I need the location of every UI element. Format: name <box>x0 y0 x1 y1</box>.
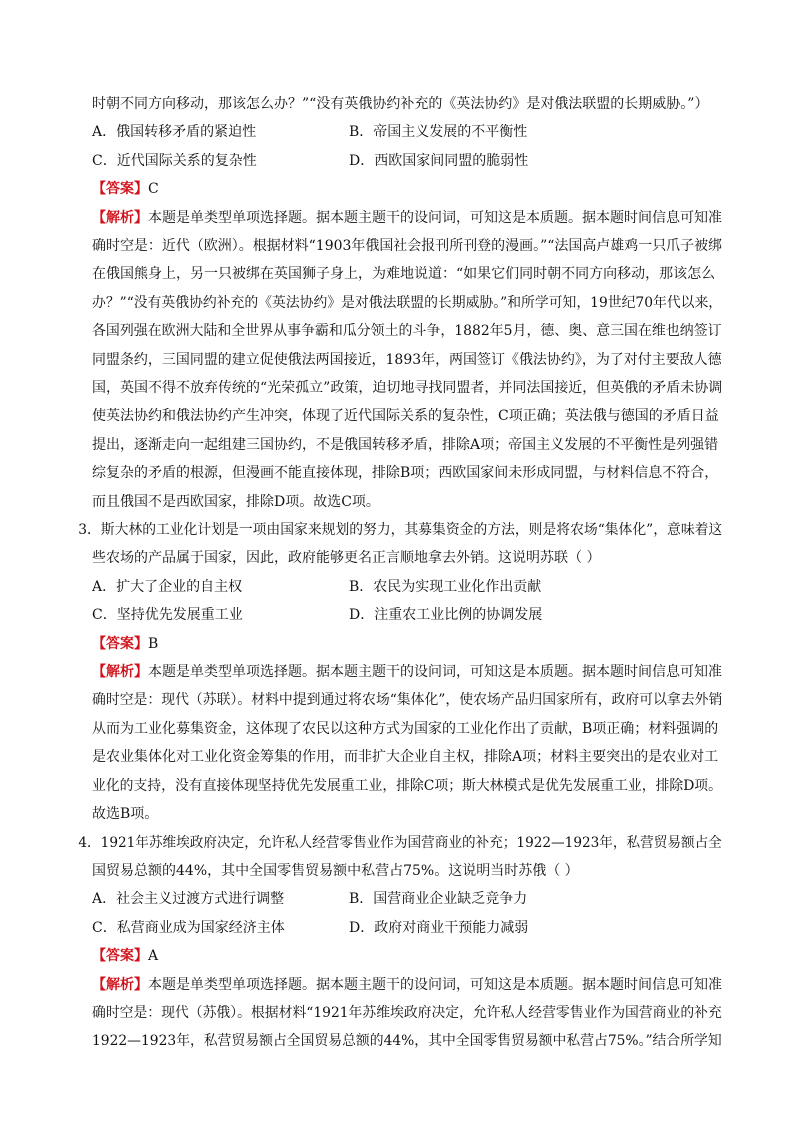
analysis-line: 确时空是：近代（欧洲）。根据材料“1903年俄国社会报刊所刊登的漫画。”“法国高卢雄鸡一只爪子被绑 <box>92 238 723 254</box>
q4-option-c <box>92 914 349 942</box>
q2-option-d <box>349 147 528 175</box>
q2-analysis <box>92 204 722 516</box>
q4-options-row-1 <box>92 885 722 913</box>
answer-value: B <box>148 635 159 652</box>
answer-tag: 【答案】 <box>92 948 148 965</box>
option-label: D． <box>349 152 375 169</box>
q4-answer <box>92 942 722 970</box>
q4-options-row-2 <box>92 914 722 942</box>
option-text: 社会主义过渡方式进行调整 <box>116 891 285 908</box>
option-label: B． <box>349 578 374 595</box>
q3-stem-line <box>78 516 723 544</box>
option-text: 近代国际关系的复杂性 <box>116 152 257 169</box>
option-text: 国营商业企业缺乏竞争力 <box>373 891 528 908</box>
q4-option-b <box>349 885 527 913</box>
analysis-text: 本题是单类型单项选择题。据本题主题干的设问词，可知这是本质题。据本题时间信息可知准 <box>148 664 722 681</box>
q3-option-b <box>349 573 541 601</box>
option-label: A． <box>92 578 117 595</box>
analysis-line: 同盟条约，三国同盟的建立促使俄法两国接近，1893年，两国签订《俄法协约》，为了对付主要敌人德 <box>92 351 722 368</box>
answer-value: A <box>148 948 159 965</box>
question-text: 斯大林的工业化计划是一项由国家来规划的努力，其募集资金的方法，则是将农场“集体化”，意味着这 <box>100 522 723 539</box>
analysis-line: 在俄国熊身上，另一只被绑在英国狮子身上，为难地说道：“如果它们同时朝不同方向移动，那该怎么 <box>92 266 716 283</box>
document-page <box>78 90 723 1056</box>
option-label: A． <box>92 891 117 908</box>
answer-value: C <box>148 181 159 198</box>
analysis-line: 办？”“没有英俄协约补充的《英法协约》是对俄法联盟的长期威胁。”和所学可知，19世纪70年代以来， <box>92 294 723 311</box>
option-text: 政府对商业干预能力减弱 <box>374 919 529 936</box>
analysis-line: 提出，逐渐走向一起组建三国协约，不是俄国转移矛盾，排除A项；帝国主义发展的不平衡性是列强错 <box>92 436 719 453</box>
q4-option-d <box>349 914 528 942</box>
option-label: D． <box>349 607 375 624</box>
analysis-line: 确时空是：现代（苏俄）。根据材料“1921年苏维埃政府决定，允许私人经营零售业作为国营商业的补充 <box>92 1004 722 1021</box>
q3-options-row-1 <box>92 573 722 601</box>
q4-option-a <box>92 885 349 913</box>
analysis-tag: 【解析】 <box>92 976 148 993</box>
analysis-line: 而且俄国不是西欧国家，排除D项。故选C项。 <box>92 493 380 510</box>
option-label: C． <box>92 607 117 624</box>
analysis-line: 各国列强在欧洲大陆和全世界从事争霸和瓜分领土的斗争，1882年5月，德、奥、意三国在维也纳签订 <box>92 323 722 340</box>
answer-tag: 【答案】 <box>92 635 148 652</box>
option-text: 帝国主义发展的不平衡性 <box>373 124 528 141</box>
option-text: 农民为实现工业化作出贡献 <box>373 578 542 595</box>
q2-options-row-1 <box>92 118 722 146</box>
q3-option-c <box>92 601 349 629</box>
q3-analysis <box>92 658 722 828</box>
option-text: 私营商业成为国家经济主体 <box>116 919 285 936</box>
analysis-tag: 【解析】 <box>92 664 148 681</box>
q4-stem-line <box>78 829 722 857</box>
q3-options-row-2 <box>92 601 722 629</box>
analysis-line: 故选B项。 <box>92 806 159 823</box>
option-text: 扩大了企业的自主权 <box>116 578 243 595</box>
q3-stem-line: 些农场的产品属于国家，因此，政府能够更名正言顺地拿去外销。这说明苏联（ ） <box>92 550 601 567</box>
analysis-line: 综复杂的矛盾的根源，但漫画不能直接体现，排除B项；西欧国家间未形成同盟，与材料信息不符合， <box>92 465 719 482</box>
option-text: 注重农工业比例的协调发展 <box>374 607 543 624</box>
answer-tag: 【答案】 <box>92 181 148 198</box>
q3-answer <box>92 630 722 658</box>
analysis-line: 国，英国不得不放弃传统的“光荣孤立”政策，迫切地寻找同盟者，并同法国接近，但英俄的矛盾未协调 <box>92 380 723 397</box>
option-text: 俄国转移矛盾的紧迫性 <box>116 124 257 141</box>
analysis-line <box>92 658 722 686</box>
q2-answer <box>92 175 722 203</box>
option-label: C． <box>92 152 117 169</box>
q3-option-d <box>349 601 542 629</box>
analysis-line: 确时空是：现代（苏联）。材料中提到通过将农场“集体化”，使农场产品归国家所有，政府可以拿去外销 <box>92 692 723 709</box>
question-number: 4． <box>78 834 101 851</box>
analysis-line <box>92 204 722 232</box>
analysis-text: 本题是单类型单项选择题。据本题主题干的设问词，可知这是本质题。据本题时间信息可知准 <box>148 976 722 993</box>
question-text: 1921年苏维埃政府决定，允许私人经营零售业作为国营商业的补充；1922—1923年，私营贸易额占全 <box>100 834 722 851</box>
analysis-line <box>92 971 722 999</box>
q2-options-row-2 <box>92 147 722 175</box>
q4-analysis <box>92 971 722 1056</box>
q2-stem-tail: 时朝不同方向移动，那该怎么办？”“没有英俄协约补充的《英法协约》是对俄法联盟的长期威胁。”） <box>92 96 709 112</box>
option-label: C． <box>92 919 117 936</box>
option-text: 西欧国家间同盟的脆弱性 <box>374 152 529 169</box>
q2-option-c <box>92 147 349 175</box>
q2-option-b <box>349 118 527 146</box>
q3-option-a <box>92 573 349 601</box>
option-label: B． <box>349 124 374 141</box>
q4-stem-line: 国贸易总额的44%，其中全国零售贸易额中私营占75%。这说明当时苏俄（ ） <box>92 862 579 879</box>
analysis-line: 使英法协约和俄法协约产生冲突，体现了近代国际关系的复杂性，C项正确；英法俄与德国的矛盾日益 <box>92 408 719 425</box>
option-label: B． <box>349 891 374 908</box>
analysis-text: 本题是单类型单项选择题。据本题主题干的设问词，可知这是本质题。据本题时间信息可知准 <box>148 209 722 226</box>
analysis-line: 业化的支持，没有直接体现坚持优先发展重工业，排除C项；斯大林模式是优先发展重工业，排除D项。 <box>92 777 722 794</box>
option-label: D． <box>349 919 375 936</box>
analysis-tag: 【解析】 <box>92 209 148 226</box>
analysis-line: 1922—1923年，私营贸易额占全国贸易总额的44%，其中全国零售贸易额中私营占75%。”结合所学知 <box>92 1033 722 1050</box>
option-text: 坚持优先发展重工业 <box>116 607 243 624</box>
question-number: 3． <box>78 522 101 539</box>
analysis-line: 是农业集体化对工业化资金筹集的作用，而非扩大企业自主权，排除A项；材料主要突出的是农业对工 <box>92 749 719 766</box>
option-label: A． <box>92 124 117 141</box>
q2-option-a <box>92 118 349 146</box>
analysis-line: 从而为工业化募集资金，这体现了农民以这种方式为国家的工业化作出了贡献，B项正确；材料强调的 <box>92 720 719 737</box>
